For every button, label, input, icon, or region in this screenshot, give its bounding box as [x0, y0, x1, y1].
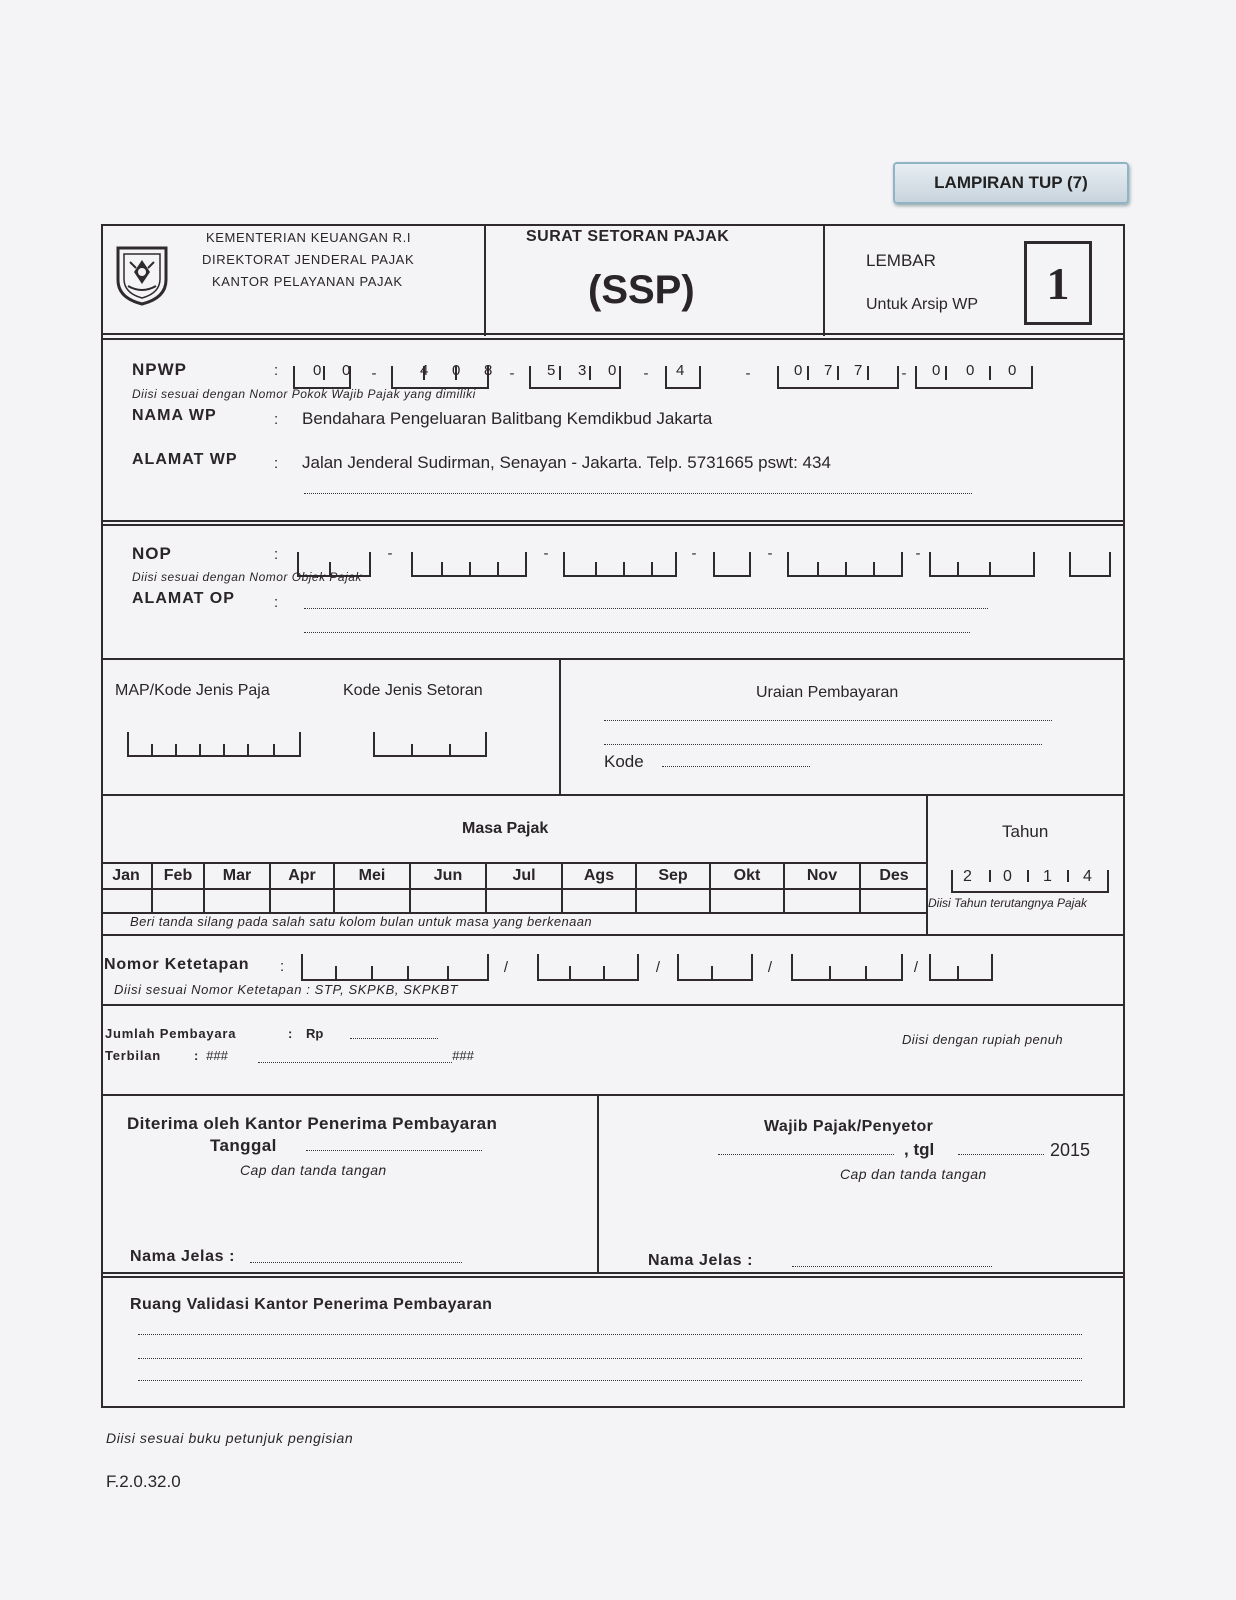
lembar-number: 1 [1046, 257, 1070, 309]
month-cell-mei[interactable]: Mei [335, 864, 411, 914]
npwp-digit: 0 [1008, 362, 1017, 379]
map-label: MAP/Kode Jenis Paja [115, 682, 270, 699]
alamat-op-line[interactable] [304, 608, 988, 609]
terbilang-label: Terbilan [105, 1048, 162, 1063]
masa-hint: Beri tanda silang pada salah satu kolom bulan untuk masa yang berkenaan [130, 914, 593, 929]
form-title: SURAT SETORAN PAJAK [526, 228, 730, 245]
kode-label: Kode [604, 752, 644, 771]
month-row [101, 864, 927, 914]
npwp-digit: 4 [676, 362, 685, 379]
npwp-digit: 0 [342, 362, 351, 379]
lembar-label: LEMBAR [866, 251, 936, 270]
lampiran-label: LAMPIRAN TUP (7) [934, 173, 1088, 192]
npwp-hint: Diisi sesuai dengan Nomor Pokok Wajib Pajak yang dimiliki [132, 387, 476, 401]
month-cell-mar[interactable]: Mar [205, 864, 271, 914]
terbilang-b: ### [452, 1048, 474, 1063]
month-cell-jan[interactable]: Jan [101, 864, 153, 914]
tahun-digit: 1 [1043, 868, 1052, 885]
npwp-digit: 0 [794, 362, 803, 379]
svg-text:-: - [509, 365, 515, 382]
npwp-digit: 0 [313, 362, 322, 379]
penyetor-nama-label: Nama Jelas : [648, 1252, 754, 1269]
penyetor-date-line[interactable] [958, 1154, 1044, 1155]
svg-text:/: / [503, 959, 509, 976]
month-cell-ags[interactable]: Ags [563, 864, 637, 914]
tahun-digit: 0 [1003, 868, 1012, 885]
month-cell-jun[interactable]: Jun [411, 864, 487, 914]
form-number: F.2.0.32.0 [106, 1472, 181, 1491]
terbilang-line[interactable] [258, 1062, 452, 1063]
uraian-label: Uraian Pembayaran [756, 684, 899, 701]
lampiran-badge [893, 162, 1129, 204]
month-cell-des[interactable]: Des [879, 867, 909, 884]
npwp-digit: 4 [420, 362, 429, 379]
svg-text:-: - [915, 546, 921, 562]
penyetor-place-line[interactable] [718, 1154, 894, 1155]
svg-text:-: - [543, 546, 549, 562]
npwp-digit: 0 [932, 362, 941, 379]
npwp-digit: 7 [824, 362, 833, 379]
svg-text:-: - [643, 365, 649, 382]
npwp-digit: 0 [608, 362, 617, 379]
nop-boxes[interactable] [294, 546, 1116, 580]
penerima-tanggal-line[interactable] [306, 1150, 482, 1151]
nop-label: NOP [132, 544, 172, 563]
alamat-wp-label: ALAMAT WP [132, 451, 238, 468]
ketetapan-label: Nomor Ketetapan [104, 956, 250, 973]
tahun-hint: Diisi Tahun terutangnya Pajak [928, 896, 1087, 910]
form-code: (SSP) [588, 268, 695, 312]
agency-line-3: KANTOR PELAYANAN PAJAK [212, 274, 403, 289]
svg-text:-: - [387, 546, 393, 562]
masa-pajak-label: Masa Pajak [462, 820, 549, 837]
validasi-line[interactable] [138, 1334, 1082, 1335]
ketetapan-boxes[interactable] [298, 950, 998, 984]
jumlah-currency: Rp [306, 1026, 324, 1041]
month-cell-jul[interactable]: Jul [487, 864, 563, 914]
npwp-digit: 7 [854, 362, 863, 379]
penyetor-tgl-label: , tgl [904, 1140, 935, 1159]
penerima-cap: Cap dan tanda tangan [240, 1162, 387, 1178]
setoran-boxes[interactable] [372, 730, 490, 760]
month-cell-apr[interactable]: Apr [271, 864, 335, 914]
validasi-title: Ruang Validasi Kantor Penerima Pembayaran [130, 1296, 493, 1313]
nama-wp-label: NAMA WP [132, 407, 217, 424]
svg-text:-: - [767, 546, 773, 562]
npwp-digit: 0 [966, 362, 975, 379]
footer-note: Diisi sesuai buku petunjuk pengisian [106, 1430, 354, 1446]
uraian-line[interactable] [604, 720, 1052, 721]
penerima-tanggal-label: Tanggal [210, 1136, 277, 1155]
npwp-label: NPWP [132, 360, 187, 379]
tahun-label: Tahun [1002, 822, 1049, 841]
svg-text:/: / [655, 959, 661, 976]
svg-text:-: - [901, 365, 907, 382]
npwp-digit: 5 [547, 362, 556, 379]
svg-text:-: - [745, 365, 751, 382]
npwp-digit: 8 [484, 362, 493, 379]
npwp-digit: 3 [578, 362, 587, 379]
month-cell-sep[interactable]: Sep [637, 864, 711, 914]
nop-hint: Diisi sesuai dengan Nomor Objek Pajak [132, 570, 362, 584]
lembar-desc: Untuk Arsip WP [866, 296, 979, 313]
penyetor-nama-line[interactable] [792, 1266, 992, 1267]
jumlah-line[interactable] [350, 1038, 438, 1039]
tahun-digit: 4 [1083, 868, 1092, 885]
jumlah-label: Jumlah Pembayara [105, 1026, 237, 1041]
penerima-title: Diterima oleh Kantor Penerima Pembayaran [127, 1114, 498, 1133]
map-boxes[interactable] [126, 730, 302, 760]
jumlah-hint: Diisi dengan rupiah penuh [902, 1032, 1064, 1047]
svg-text:-: - [691, 546, 697, 562]
penyetor-title: Wajib Pajak/Penyetor [764, 1118, 934, 1135]
kode-line[interactable] [662, 766, 810, 767]
svg-text:-: - [371, 365, 377, 382]
month-cell-okt[interactable]: Okt [711, 864, 785, 914]
emblem-logo [114, 240, 170, 306]
ketetapan-hint: Diisi sesuai Nomor Ketetapan : STP, SKPKB, SKPKBT [114, 982, 459, 997]
month-cell-nov[interactable]: Nov [785, 864, 861, 914]
lembar-number-box [1024, 241, 1092, 325]
tahun-digit: 2 [963, 868, 972, 885]
penerima-nama-label: Nama Jelas : [130, 1248, 236, 1265]
month-cell-feb[interactable]: Feb [153, 864, 205, 914]
alamat-op-label: ALAMAT OP [132, 590, 235, 607]
agency-line-1: KEMENTERIAN KEUANGAN R.I [206, 230, 412, 245]
alamat-wp-value[interactable]: Jalan Jenderal Sudirman, Senayan - Jakarta. Telp. 5731665 pswt: 434 [302, 453, 831, 472]
svg-text:/: / [767, 959, 773, 976]
agency-line-2: DIREKTORAT JENDERAL PAJAK [202, 252, 415, 267]
nama-wp-value[interactable]: Bendahara Pengeluaran Balitbang Kemdikbud Jakarta [302, 409, 713, 428]
penerima-nama-line[interactable] [250, 1262, 462, 1263]
penyetor-year: 2015 [1050, 1140, 1091, 1160]
svg-text:/: / [913, 959, 919, 976]
npwp-digit: 0 [452, 362, 461, 379]
setoran-label: Kode Jenis Setoran [343, 682, 483, 699]
penyetor-cap: Cap dan tanda tangan [840, 1166, 987, 1182]
terbilang-a: ### [206, 1048, 228, 1063]
form-frame [101, 224, 1125, 1408]
